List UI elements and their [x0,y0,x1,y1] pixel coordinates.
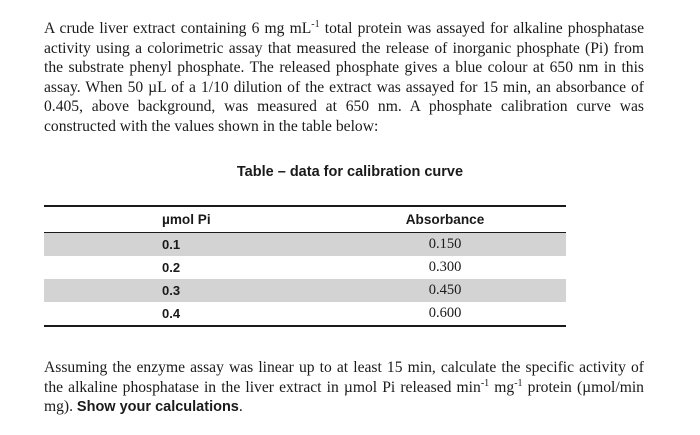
intro-text-2: total protein was assayed for alkaline phosphatase activity using a colorimetric assay that measured the release of inorganic phosphate (Pi) from the substrate phenyl phosphate. The released phosphate gives a blue colour at 650 nm in this assay. When 50 µL of a 1/10 dilution of the extract was assayed for 15 min, an absorbance of 0.405, above background, was measured at 650 nm. A phosphate calibration curve was constructed with the values shown in the table below: [44,20,644,135]
question-end: . [238,398,243,416]
question-exponent-1: -1 [480,377,490,389]
question-text-3: protein (µmol/min mg). [44,378,644,416]
cell-absorbance: 0.600 [428,305,462,321]
intro-text-1: A crude liver extract containing 6 mg mL [44,20,312,37]
show-calculations-instruction: Show your calculations [76,399,239,416]
cell-absorbance: 0.150 [298,233,566,257]
header-absorbance: Absorbance [298,206,566,233]
question-text-2: mg [489,378,515,396]
intro-paragraph [44,19,644,137]
calibration-table [44,205,566,327]
question-paragraph [44,358,644,418]
cell-umol-pi: 0.4 [162,306,181,321]
table-caption: Table – data for calibration curve [236,164,464,180]
question-exponent-2: -1 [514,377,523,389]
header-umol-pi: µmol Pi [44,206,298,233]
table-row [44,279,566,302]
table-header-row [44,206,566,233]
cell-umol-pi: 0.2 [162,260,181,275]
intro-unit-exponent: -1 [311,19,320,30]
table-row [44,256,566,279]
cell-absorbance: 0.300 [428,259,462,275]
table-row [44,302,566,326]
cell-umol-pi: 0.3 [44,279,298,302]
cell-umol-pi: 0.1 [44,233,298,257]
question-text-1: Assuming the enzyme assay was linear up to at least 15 min, calculate the specific activity of the alkaline phosphatase in the liver extract in µmol Pi released min [44,359,644,396]
cell-absorbance: 0.450 [298,279,566,302]
table-row [44,233,566,257]
